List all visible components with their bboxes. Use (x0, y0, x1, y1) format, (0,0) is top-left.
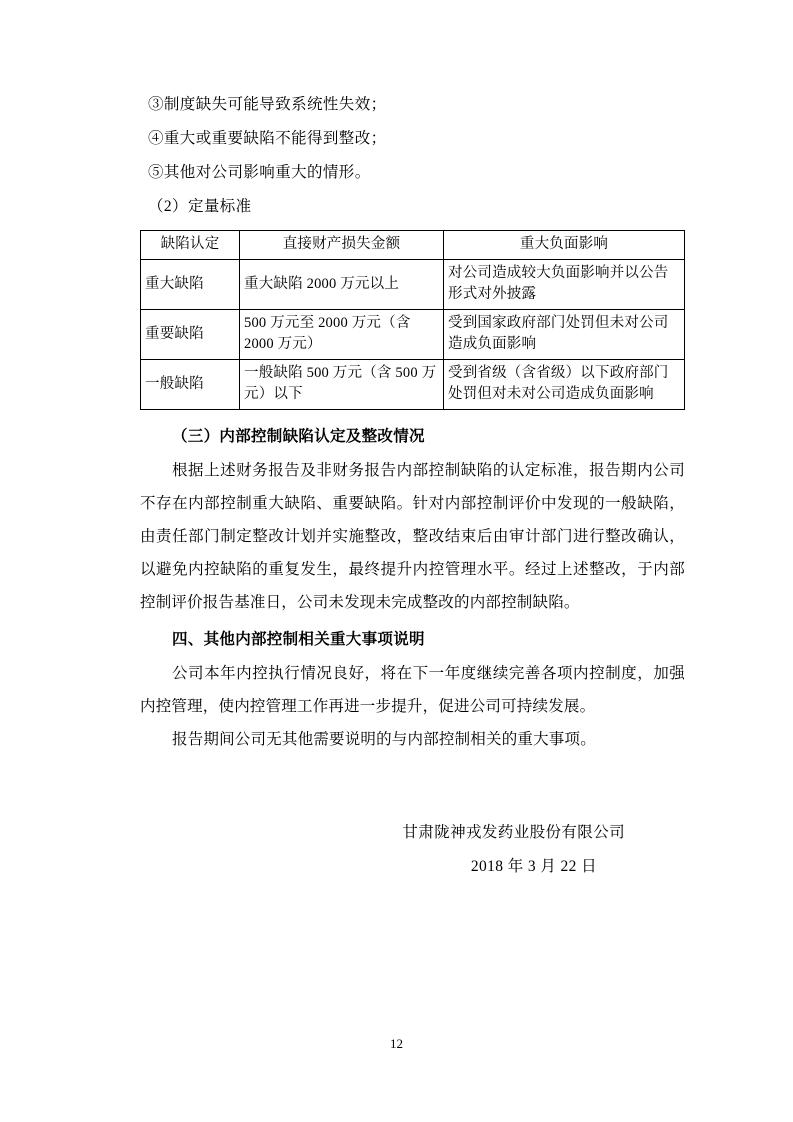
section-four-paragraph-two: 报告期间公司无其他需要说明的与内部控制相关的重大事项。 (172, 731, 596, 748)
table-row (141, 260, 685, 310)
table-cell-level: 重要缺陷 (141, 310, 240, 360)
table-cell-amount: 一般缺陷 500 万元（含 500 万元）以下 (240, 360, 444, 410)
defect-criteria-table (140, 230, 685, 410)
table-header-row (141, 231, 685, 260)
table-cell-level: 重大缺陷 (141, 260, 240, 310)
quantitative-standard-label: （2）定量标准 (148, 198, 252, 215)
signature-date: 2018 年 3 月 22 日 (470, 858, 597, 875)
signature-block (140, 816, 685, 884)
signature-company: 甘肃陇神戎发药业股份有限公司 (402, 824, 625, 841)
list-item: ④重大或重要缺陷不能得到整改； (148, 130, 387, 147)
table-header-cell: 重大负面影响 (444, 231, 685, 260)
table-header-cell: 缺陷认定 (141, 231, 240, 260)
table-row (141, 360, 685, 410)
page-number: 12 (390, 1036, 403, 1051)
table-cell-amount: 500 万元至 2000 万元（含 2000 万元） (240, 310, 444, 360)
table-row (141, 310, 685, 360)
table-cell-amount: 重大缺陷 2000 万元以上 (240, 260, 444, 310)
section-four-paragraph-one: 公司本年内控执行情况良好，将在下一年度继续完善各项内控制度，加强内控管理，使内控管理工作再进一步提升，促进公司可持续发展。 (140, 665, 685, 715)
section-three-body: 根据上述财务报告及非财务报告内部控制缺陷的认定标准，报告期内公司不存在内部控制重大缺陷、重要缺陷。针对内部控制评价中发现的一般缺陷，由责任部门制定整改计划并实施整改，整改结束后由审计部门进行整改确认，以避免内控缺陷的重复发生，最终提升内控管理水平。经过上述整改，于内部控制评价报告基准日，公司未发现未完成整改的内部控制缺陷。 (140, 462, 685, 611)
table-cell-impact: 对公司造成较大负面影响并以公告形式对外披露 (444, 260, 685, 310)
table-cell-level: 一般缺陷 (141, 360, 240, 410)
table-header-cell: 直接财产损失金额 (240, 231, 444, 260)
table-cell-impact: 受到国家政府部门处罚但未对公司造成负面影响 (444, 310, 685, 360)
section-heading-three: （三）内部控制缺陷认定及整改情况 (172, 428, 425, 445)
table-cell-impact: 受到省级（含省级）以下政府部门处罚但对未对公司造成负面影响 (444, 360, 685, 410)
list-item: ⑤其他对公司影响重大的情形。 (148, 164, 371, 181)
list-item: ③制度缺失可能导致系统性失效； (148, 96, 387, 113)
section-heading-four: 四、其他内部控制相关重大事项说明 (172, 631, 425, 648)
